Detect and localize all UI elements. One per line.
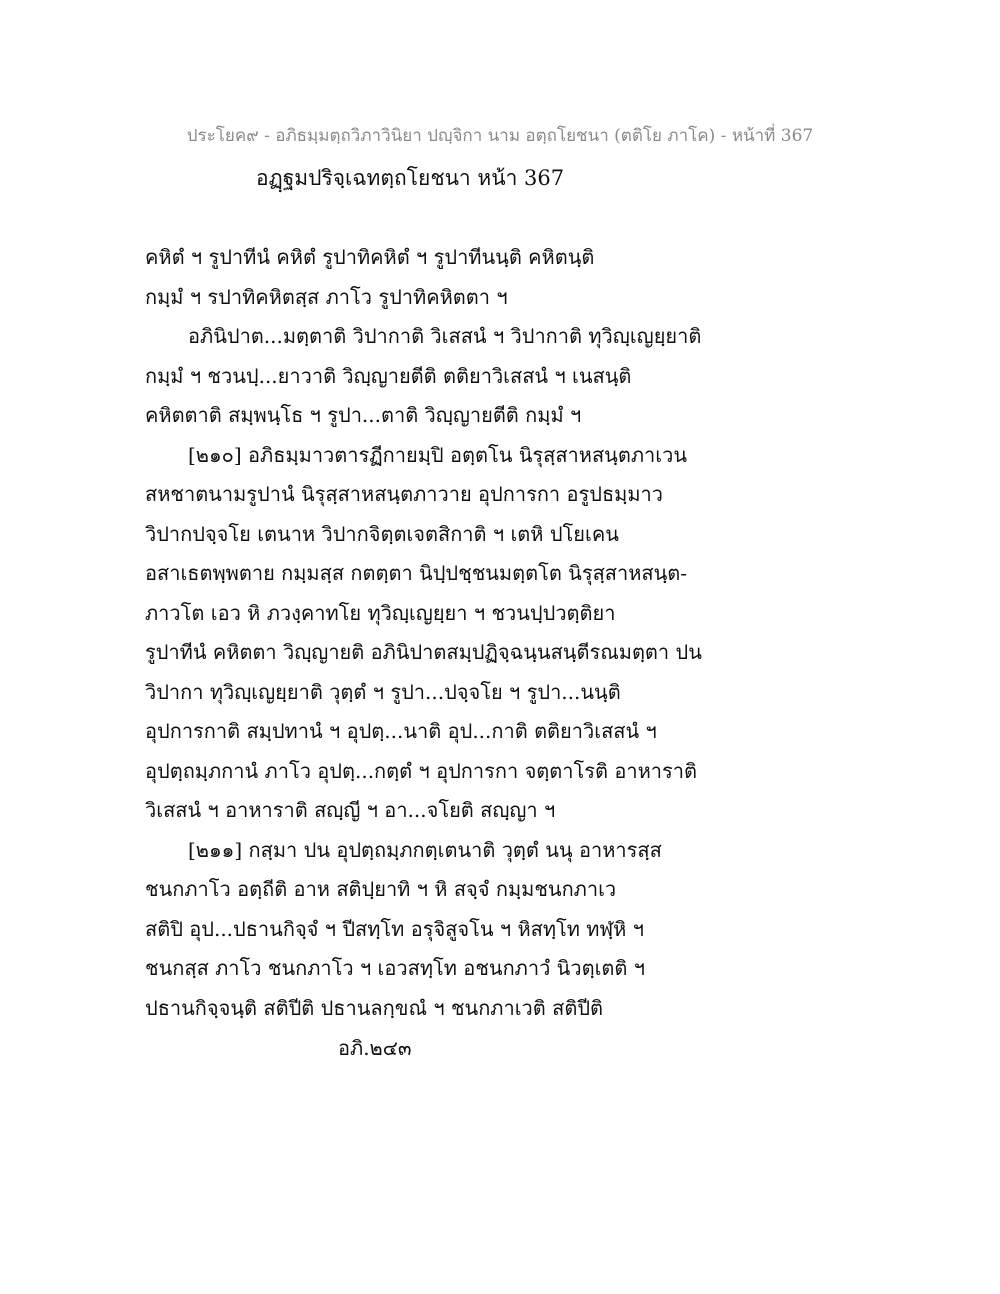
footer-page-code: อภิ.๒๔๓ (338, 1036, 412, 1060)
running-header: ประโยค๙ - อภิธมฺมตฺถวิภาวินิยา ปญฺจิกา นาม อตฺถโยชนา (ตติโย ภาโค) - หน้าที่ 367 (186, 126, 814, 146)
paragraph-211-start: [๒๑๑] กสฺมา ปน อุปตฺถมฺภกตฺเตนาติ วุตฺตํ นนุ อาหารสฺส (188, 837, 662, 862)
text-line: คหิตตาติ สมฺพนฺโธ ฯ รูปา...ตาติ วิญฺญายตีติ กมฺมํ ฯ (145, 403, 582, 427)
text-line: รูปาทีนํ คหิตตา วิญฺญายติ อภินิปาตสมฺปฏิจฺฉนฺนสนฺตีรณมตฺตา ปน (145, 640, 702, 664)
text-line: กมฺมํ ฯ รปาทิคหิตสฺส ภาโว รูปาทิคหิตตา ฯ (145, 284, 508, 309)
text-line: วิปากปจฺจโย เตนาห วิปากจิตฺตเจตสิกาติ ฯ เตหิ ปโยเคน (145, 521, 619, 546)
text-line: อุปการกาติ สมฺปทานํ ฯ อุปตฺ...นาติ อุป...กาติ ตติยาวิเสสนํ ฯ (145, 719, 657, 743)
page-title: อฏฺฐมปริจฺเฉทตฺถโยชนา หน้า 367 (256, 166, 565, 190)
paragraph-210-start: [๒๑๐] อภิธมฺมาวตารฏีกายมฺปิ อตฺตโน นิรุสฺสาหสนฺตภาเวน (188, 442, 687, 467)
text-line: สติปิ อุป...ปธานกิจฺจํ ฯ ปีสทฺโท อรุจิสูจโน ฯ หิสทฺโท ทฬฺหิ ฯ (145, 916, 644, 941)
text-line: วิปากา ทุวิญฺเญยฺยาติ วุตฺตํ ฯ รูปา...ปจฺจโย ฯ รูปา...นนฺติ (145, 679, 621, 704)
text-line: อภินิปาต...มตฺตาติ วิปากาติ วิเสสนํ ฯ วิปากาติ ทุวิญฺเญยฺยาติ (188, 324, 702, 348)
body-text (145, 238, 705, 1028)
text-line: ภาวโต เอว หิ ภวงฺคาทโย ทุวิญฺเญยฺยา ฯ ชวนปฺปวตฺติยา (145, 600, 616, 625)
text-line: วิเสสนํ ฯ อาหาราติ สญฺญี ฯ อา...จโยติ สญฺญา ฯ (145, 798, 556, 822)
text-line: ชนกสฺส ภาโว ชนกภาโว ฯ เอวสทฺโท อชนกภาวํ นิวตฺเตติ ฯ (145, 956, 645, 980)
text-line: สหชาตนามรูปานํ นิรุสฺสาหสนฺตภาวาย อุปการกา อรูปธมฺมาว (145, 482, 663, 506)
text-line: ปธานกิจฺจนฺติ สติปีติ ปธานลกฺขณํ ฯ ชนกภาเวติ สติปีติ (145, 995, 604, 1020)
text-line: กมฺมํ ฯ ชวนปฺ...ยาวาติ วิญฺญายตีติ ตติยาวิเสสนํ ฯ เนสนฺติ (145, 363, 632, 388)
text-line: ชนกภาโว อตฺถีติ อาห สติปฺยาทิ ฯ หิ สจฺจํ กมฺมชนกภาเว (145, 877, 617, 901)
text-line: อสาเธตพฺพตาย กมฺมสฺส กตตฺตา นิปฺปชฺชนมตฺตโต นิรุสฺสาหสนฺต- (145, 561, 688, 585)
text-line: อุปตฺถมฺภกานํ ภาโว อุปตฺ...กตฺตํ ฯ อุปการกา จตฺตาโรติ อาหาราติ (145, 758, 697, 783)
text-line: คหิตํ ฯ รูปาทีนํ คหิตํ รูปาทิคหิตํ ฯ รูปาทีนนฺติ คหิตนฺติ (145, 245, 595, 269)
